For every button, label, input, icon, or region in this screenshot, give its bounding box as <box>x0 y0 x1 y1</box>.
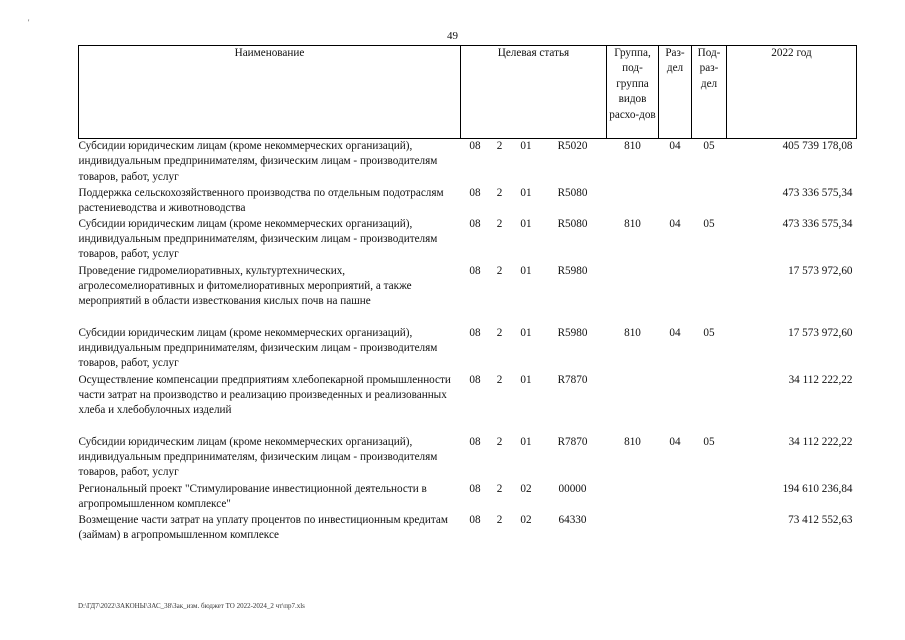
header-year-2022: 2022 год <box>727 46 857 139</box>
table-row <box>79 373 857 435</box>
row-subsection <box>692 482 727 513</box>
row-name: Субсидии юридическим лицам (кроме некоммерческих организаций), индивидуальным предпринимателям, физическим лицам - производителям товаров, работ, услуг <box>78 140 438 183</box>
row-group <box>607 373 659 435</box>
row-subsection <box>692 513 727 544</box>
code-activity: 01 <box>520 217 532 230</box>
code-direction: R7870 <box>557 435 588 448</box>
row-group <box>607 513 659 544</box>
corner-mark: ' <box>28 18 30 27</box>
row-section: 04 <box>669 217 681 230</box>
row-amount: 194 610 236,84 <box>782 482 853 495</box>
header-target-article: Целевая статья <box>461 46 607 139</box>
table-row <box>79 139 857 186</box>
row-amount: 17 573 972,60 <box>788 264 853 277</box>
row-group <box>607 264 659 326</box>
code-activity: 01 <box>520 326 532 339</box>
table-row <box>79 513 857 544</box>
row-group: 810 <box>624 326 641 339</box>
code-direction: R5980 <box>557 264 588 277</box>
code-activity: 01 <box>520 186 532 199</box>
row-section <box>659 513 692 544</box>
row-target-code <box>461 373 607 435</box>
row-group: 810 <box>624 435 641 448</box>
code-subprogram: 2 <box>496 482 503 495</box>
header-name: Наименование <box>79 46 461 139</box>
row-target-code <box>461 513 607 544</box>
row-amount: 473 336 575,34 <box>782 217 853 230</box>
row-name: Проведение гидромелиоративных, культуртехнических, агролесомелиоративных и фитомелиоративных мероприятий, а также мероприятий в области известкования кислых почв на пашне <box>78 264 412 308</box>
code-activity: 01 <box>520 373 532 386</box>
row-target-code <box>461 217 607 264</box>
table-row <box>79 186 857 217</box>
code-direction: R5080 <box>557 217 588 230</box>
row-subsection <box>692 186 727 217</box>
code-subprogram: 2 <box>496 217 503 230</box>
row-section: 04 <box>669 435 681 448</box>
header-expense-group: Группа, под-группа видов расхо-дов <box>607 46 659 139</box>
code-activity: 01 <box>520 140 532 152</box>
code-direction: 64330 <box>558 513 587 526</box>
row-target-code <box>461 139 607 186</box>
code-program: 08 <box>469 326 481 339</box>
code-direction: 00000 <box>558 482 587 495</box>
row-target-code <box>461 264 607 326</box>
code-program: 08 <box>469 373 481 386</box>
row-section: 04 <box>669 326 681 339</box>
row-section <box>659 186 692 217</box>
code-activity: 01 <box>520 435 532 448</box>
budget-table <box>78 45 857 544</box>
code-subprogram: 2 <box>496 513 503 526</box>
page-number: 49 <box>447 30 458 42</box>
table-row <box>79 264 857 326</box>
row-name: Региональный проект "Стимулирование инвестиционной деятельности в агропромышленном комплексе" <box>78 482 427 510</box>
row-name: Поддержка сельскохозяйственного производства по отдельным подотраслям растениеводства и животноводства <box>78 186 444 214</box>
row-amount: 17 573 972,60 <box>788 326 853 339</box>
code-program: 08 <box>469 513 481 526</box>
code-activity: 02 <box>520 513 532 526</box>
row-name: Субсидии юридическим лицам (кроме некоммерческих организаций), индивидуальным предпринимателям, физическим лицам - производителям товаров, работ, услуг <box>78 326 438 370</box>
row-amount: 34 112 222,22 <box>788 435 853 448</box>
row-name: Субсидии юридическим лицам (кроме некоммерческих организаций), индивидуальным предпринимателям, физическим лицам - производителям товаров, работ, услуг <box>78 217 438 261</box>
row-name: Субсидии юридическим лицам (кроме некоммерческих организаций), индивидуальным предпринимателям, физическим лицам - производителям товаров, работ, услуг <box>78 435 438 479</box>
row-subsection: 05 <box>703 140 715 152</box>
row-subsection: 05 <box>703 326 715 339</box>
row-section <box>659 264 692 326</box>
row-subsection <box>692 373 727 435</box>
code-program: 08 <box>469 264 481 277</box>
code-direction: R5980 <box>557 326 588 339</box>
row-subsection: 05 <box>703 435 715 448</box>
table-row <box>79 217 857 264</box>
code-direction: R5020 <box>557 140 588 152</box>
code-direction: R5080 <box>557 186 588 199</box>
header-section: Раз-дел <box>659 46 692 139</box>
row-group: 810 <box>624 217 641 230</box>
row-section: 04 <box>669 140 681 152</box>
row-subsection: 05 <box>703 217 715 230</box>
code-subprogram: 2 <box>496 326 503 339</box>
header-subsection: Под-раз-дел <box>692 46 727 139</box>
code-program: 08 <box>469 435 481 448</box>
code-program: 08 <box>469 186 481 199</box>
row-subsection <box>692 264 727 326</box>
row-amount: 34 112 222,22 <box>788 373 853 386</box>
row-section <box>659 373 692 435</box>
row-amount: 73 412 552,63 <box>788 513 853 526</box>
code-program: 08 <box>469 217 481 230</box>
row-group <box>607 186 659 217</box>
code-subprogram: 2 <box>496 373 503 386</box>
row-target-code <box>461 326 607 373</box>
row-group <box>607 482 659 513</box>
row-amount: 405 739 178,08 <box>782 140 853 152</box>
code-activity: 01 <box>520 264 532 277</box>
table-row <box>79 326 857 373</box>
code-program: 08 <box>469 140 481 152</box>
row-target-code <box>461 435 607 482</box>
table-header-row <box>79 46 857 139</box>
row-target-code <box>461 482 607 513</box>
code-subprogram: 2 <box>496 140 503 152</box>
row-name: Осуществление компенсации предприятиям хлебопекарной промышленности части затрат на производство и реализацию произведенных и реализованных хлеба и хлебобулочных изделий <box>78 373 451 417</box>
row-section <box>659 482 692 513</box>
code-subprogram: 2 <box>496 186 503 199</box>
row-name: Возмещение части затрат на уплату процентов по инвестиционным кредитам (займам) в агропромышленном комплексе <box>78 513 448 541</box>
code-activity: 02 <box>520 482 532 495</box>
code-direction: R7870 <box>557 373 588 386</box>
row-group: 810 <box>624 140 641 152</box>
table-row <box>79 435 857 482</box>
code-program: 08 <box>469 482 481 495</box>
row-target-code <box>461 186 607 217</box>
table-row <box>79 482 857 513</box>
footer-file-path: D:\ГД7\2022\ЗАКОНЫ\ЗАС_38\Зак_изм. бюджет ТО 2022-2024_2 чт\пр7.xls <box>78 602 305 610</box>
code-subprogram: 2 <box>496 435 503 448</box>
code-subprogram: 2 <box>496 264 503 277</box>
row-amount: 473 336 575,34 <box>782 186 853 199</box>
